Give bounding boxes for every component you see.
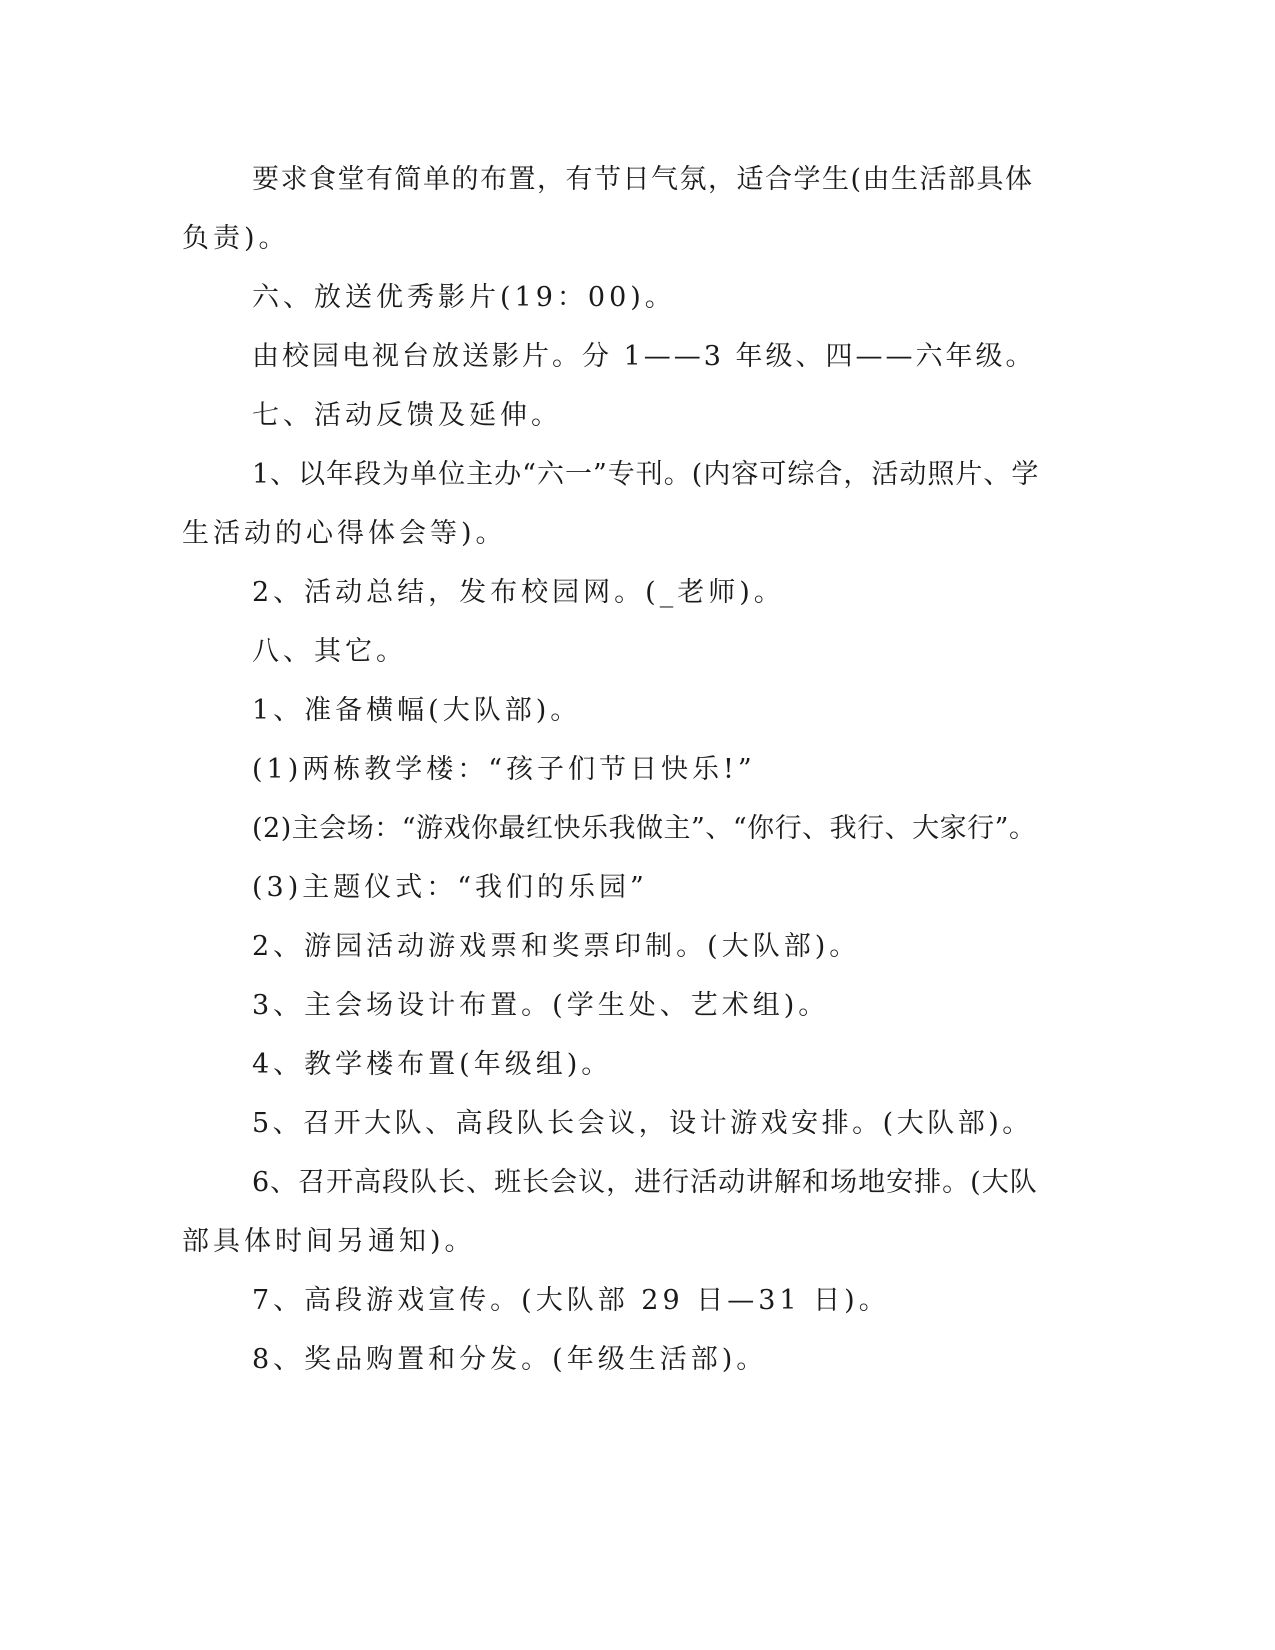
paragraph-line: 要求食堂有简单的布置，有节日气氛，适合学生(由生活部具体 xyxy=(252,164,1034,195)
list-item: 1、以年段为单位主办“六一”专刊。(内容可综合，活动照片、学 xyxy=(252,459,1040,490)
list-item: 5、召开大队、高段队长会议，设计游戏安排。(大队部)。 xyxy=(252,1108,1033,1139)
paragraph-line: 部具体时间另通知)。 xyxy=(182,1226,476,1257)
list-item: 6、召开高段队长、班长会议，进行活动讲解和场地安排。(大队 xyxy=(252,1167,1038,1198)
list-item: 3、主会场设计布置。(学生处、艺术组)。 xyxy=(252,990,830,1021)
list-item: 2、游园活动游戏票和奖票印制。(大队部)。 xyxy=(252,931,861,962)
list-item: (2)主会场：“游戏你最红快乐我做主”、“你行、我行、大家行”。 xyxy=(252,813,1037,844)
section-heading: 七、活动反馈及延伸。 xyxy=(252,400,562,431)
section-heading: 八、其它。 xyxy=(252,636,407,667)
paragraph-line: 由校园电视台放送影片。分 1——3 年级、四——六年级。 xyxy=(252,341,1036,372)
list-item: 8、奖品购置和分发。(年级生活部)。 xyxy=(252,1344,768,1375)
paragraph-line: 负责)。 xyxy=(182,223,290,254)
section-heading: 六、放送优秀影片(19：00)。 xyxy=(252,282,676,313)
list-item: 7、高段游戏宣传。(大队部 29 日—31 日)。 xyxy=(252,1285,890,1316)
paragraph-line: 生活动的心得体会等)。 xyxy=(182,518,507,549)
list-item: 4、教学楼布置(年级组)。 xyxy=(252,1049,613,1080)
list-item: (1)两栋教学楼：“孩子们节日快乐!” xyxy=(252,754,756,785)
list-item: (3)主题仪式：“我们的乐园” xyxy=(252,872,648,903)
list-item: 1、准备横幅(大队部)。 xyxy=(252,695,582,726)
list-item: 2、活动总结，发布校园网。(_老师)。 xyxy=(252,577,785,608)
